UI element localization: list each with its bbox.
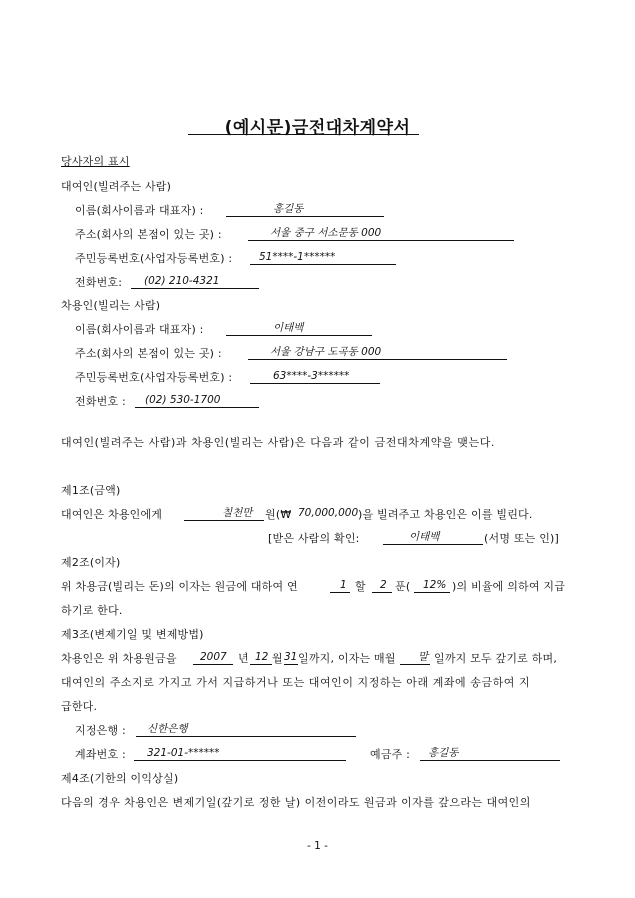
article1-text-a: 대여인은 차용인에게 — [61, 508, 163, 521]
rate-pun-value: 2 — [380, 579, 387, 591]
borrower-name-label: 이름(회사이름과 대표자) : — [75, 323, 204, 336]
bank-label: 지정은행 : — [75, 724, 126, 737]
borrower-name-line — [226, 335, 372, 336]
contract-intro: 대여인(빌려주는 사람)과 차용인(빌리는 사람)은 다음과 같이 금전대차계약을 맺는다. — [61, 436, 496, 449]
account-value: 321-01-****** — [147, 747, 220, 759]
article3-line2: 대여인의 주소지로 가지고 가서 지급하거나 또는 대여인이 지정하는 아래 계좌에 송금하여 지 — [61, 676, 531, 689]
rate-ha-line — [330, 592, 350, 593]
article2-text-c: 푼( — [395, 580, 411, 593]
receipt-confirm-label: [받은 사람의 확인: — [268, 532, 360, 545]
lender-name-label: 이름(회사이름과 대표자) : — [75, 204, 204, 217]
document-title: (예시문)금전대차계약서 — [224, 118, 411, 138]
article2-line2: 하기로 한다. — [61, 604, 123, 617]
lender-name-line — [226, 216, 384, 217]
receipt-confirm-sign: (서명 또는 인)] — [484, 532, 559, 545]
account-label: 계좌번호 : — [75, 748, 126, 761]
amount-words-value: 칠천만 — [222, 507, 253, 519]
rate-percent-value: 12% — [423, 579, 447, 591]
borrower-id-line — [250, 383, 380, 384]
borrower-phone-value: (02) 530-1700 — [145, 394, 221, 406]
lender-id-label: 주민등록번호(사업자등록번호) : — [75, 252, 233, 265]
article2-text-a: 위 차용금(빌리는 돈)의 이자는 원금에 대하여 연 — [61, 580, 298, 593]
borrower-phone-label: 전화번호 : — [75, 395, 126, 408]
borrower-heading: 차용인(빌리는 사람) — [61, 299, 161, 312]
article4-text: 다음의 경우 차용인은 변제기일(갚기로 정한 날) 이전이라도 원금과 이자를 갚으라는 대여인의 — [61, 796, 531, 809]
article3-heading: 제3조(변제기일 및 변제방법) — [61, 628, 204, 641]
article3-text-d: 일까지, 이자는 매월 — [298, 652, 396, 665]
repay-month-line — [250, 664, 272, 665]
parties-heading: 당사자의 표시 — [61, 155, 130, 168]
lender-phone-value: (02) 210-4321 — [144, 275, 220, 287]
borrower-address-line — [248, 359, 507, 360]
title-underline — [188, 134, 419, 135]
receipt-confirm-name: 이태백 — [409, 531, 440, 543]
article1-text-b: 원(₩ — [265, 508, 292, 521]
borrower-address-value: 서울 강남구 도곡동 000 — [270, 346, 382, 358]
holder-line — [420, 760, 560, 761]
article4-heading: 제4조(기한의 이익상실) — [61, 772, 179, 785]
lender-address-line — [248, 240, 514, 241]
article2-text-b: 할 — [355, 580, 366, 593]
borrower-name-value: 이태백 — [273, 322, 304, 334]
article2-text-d: )의 비율에 의하여 지급 — [452, 580, 566, 593]
holder-label: 예금주 : — [370, 748, 411, 761]
article3-text-e: 일까지 모두 갚기로 하며, — [434, 652, 558, 665]
lender-address-label: 주소(회사의 본점이 있는 곳) : — [75, 228, 222, 241]
article3-line3: 급한다. — [61, 700, 98, 713]
repay-day-line — [284, 664, 298, 665]
monthly-value: 말 — [418, 651, 429, 663]
article1-heading: 제1조(금액) — [61, 484, 121, 497]
article2-heading: 제2조(이자) — [61, 556, 121, 569]
article3-text-b: 년 — [238, 652, 249, 665]
monthly-line — [400, 664, 430, 665]
amount-words-line — [184, 520, 264, 521]
borrower-id-value: 63****-3****** — [273, 370, 350, 382]
article3-text-a: 차용인은 위 차용원금을 — [61, 652, 177, 665]
lender-heading: 대여인(빌려주는 사람) — [61, 180, 172, 193]
lender-name-value: 홍길동 — [273, 203, 304, 215]
repay-year-line — [193, 664, 233, 665]
lender-address-value: 서울 중구 서소문동 000 — [270, 227, 382, 239]
bank-value: 신한은행 — [147, 723, 188, 735]
repay-month-value: 12 — [255, 651, 269, 663]
lender-phone-line — [131, 288, 259, 289]
receipt-confirm-line — [383, 544, 483, 545]
borrower-address-label: 주소(회사의 본점이 있는 곳) : — [75, 347, 222, 360]
holder-value: 홍길동 — [428, 747, 459, 759]
amount-number-value: 70,000,000 — [298, 507, 359, 519]
account-line — [134, 760, 346, 761]
rate-ha-value: 1 — [340, 579, 347, 591]
lender-id-value: 51****-1****** — [259, 251, 336, 263]
article1-text-c: )을 빌려주고 차용인은 이를 빌린다. — [358, 508, 533, 521]
repay-year-value: 2007 — [200, 651, 227, 663]
rate-pun-line — [372, 592, 392, 593]
rate-percent-line — [414, 592, 450, 593]
page-number: - 1 - — [307, 840, 328, 852]
borrower-id-label: 주민등록번호(사업자등록번호) : — [75, 371, 233, 384]
borrower-phone-line — [135, 407, 259, 408]
bank-line — [136, 736, 356, 737]
repay-day-value: 31 — [284, 651, 298, 663]
lender-phone-label: 전화번호: — [75, 276, 123, 289]
article3-text-c: 월 — [272, 652, 283, 665]
lender-id-line — [250, 264, 396, 265]
